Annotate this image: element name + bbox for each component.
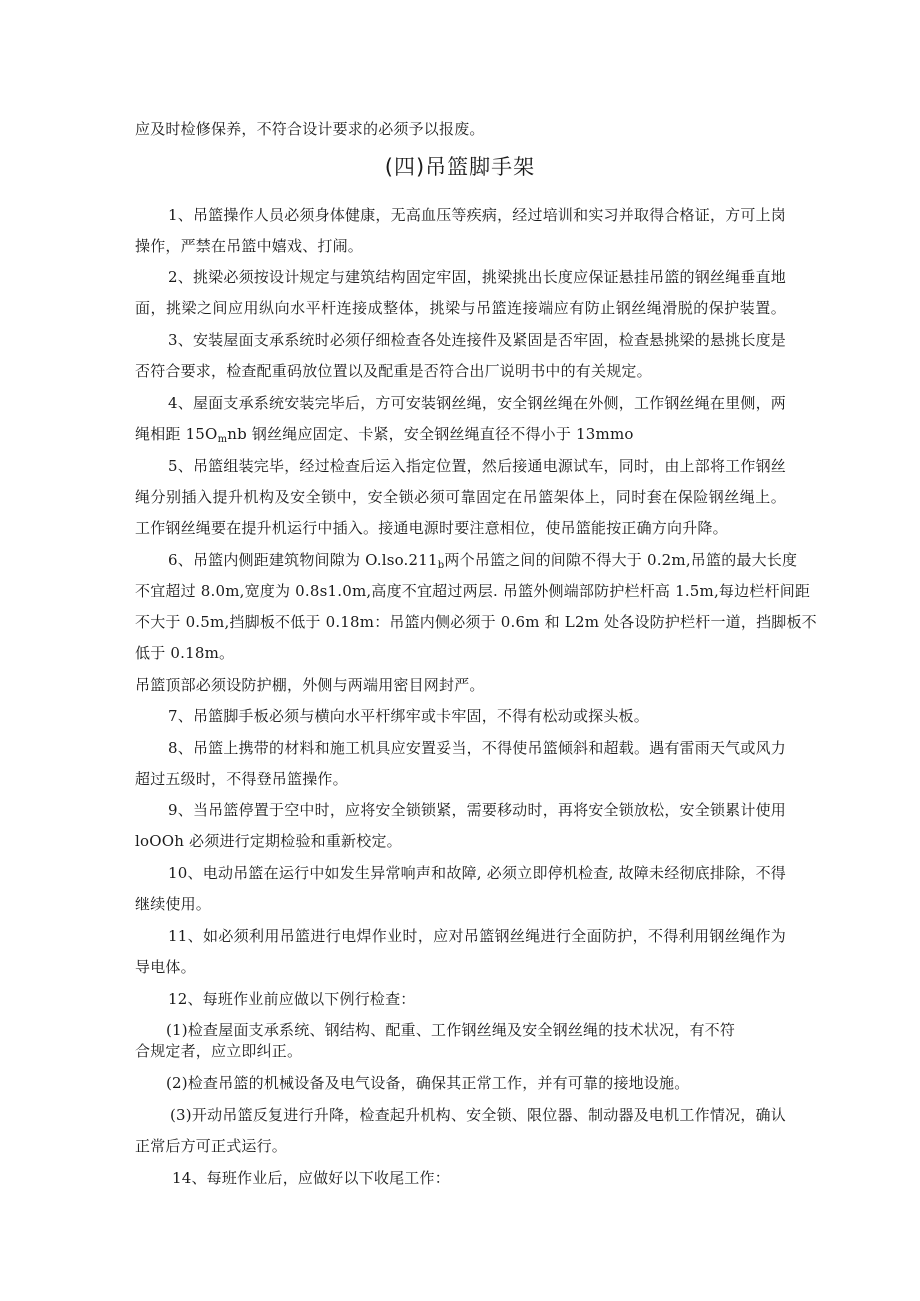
para-6-line-2: 不宜超过 8.0m,宽度为 0.8s1.0m,高度不宜超过两层. 吊篮外侧端部防护栏杆高 1.5m,每边栏杆间距 — [135, 582, 811, 600]
para-11-line-1: 11、如必须利用吊篮进行电焊作业时，应对吊篮钢丝绳进行全面防护，不得利用钢丝绳作为 — [168, 927, 786, 945]
para-4-line-2: 绳相距 $15O_mnb$ 钢丝绳应固定、卡紧，安全钢丝绳直径不得小于 13mmo — [135, 425, 634, 445]
para-11-line-2: 导电体。 — [135, 958, 196, 976]
para-14-line-1: 14、每班作业后，应做好以下收尾工作： — [172, 1169, 450, 1187]
check-1-line-1: (1)检查屋面支承系统、钢结构、配重、工作钢丝绳及安全钢丝绳的技术状况，有不符 — [166, 1021, 736, 1039]
para-1-line-1: 1、吊篮操作人员必须身体健康，无高血压等疾病，经过培训和实习并取得合格证，方可上岗 — [168, 206, 786, 224]
check-1-line-2: 合规定者，应立即纠正。 — [135, 1042, 303, 1060]
para-9-line-2: loOOh 必须进行定期检验和重新校定。 — [135, 832, 402, 850]
para-7-line-1: 7、吊篮脚手板必须与横向水平杆绑牢或卡牢固，不得有松动或探头板。 — [168, 707, 649, 725]
para-9-line-1: 9、当吊篮停置于空中时，应将安全锁锁紧，需要移动时，再将安全锁放松，安全锁累计使用 — [168, 801, 786, 819]
intro-line: 应及时检修保养，不符合设计要求的必须予以报废。 — [135, 120, 485, 138]
para-2-line-1: 2、挑梁必须按设计规定与建筑结构固定牢固，挑梁挑出长度应保证悬挂吊篮的钢丝绳垂直地 — [168, 268, 786, 286]
section-title: (四)吊篮脚手架 — [384, 155, 536, 179]
para-6-line-1: 6、吊篮内侧距建筑物间隙为 $O.lso.211_b$两个吊篮之间的间隙不得大于 0.2m,吊篮的最大长度 — [168, 551, 798, 571]
check-3-line-2: 正常后方可正式运行。 — [135, 1137, 288, 1155]
para-8-line-2: 超过五级时，不得登吊篮操作。 — [135, 770, 348, 788]
para-5-line-2: 绳分别插入提升机构及安全锁中，安全锁必须可靠固定在吊篮架体上，同时套在保险钢丝绳上。 — [135, 488, 786, 506]
para-6-line-5: 吊篮顶部必须设防护棚，外侧与两端用密目网封严。 — [135, 676, 485, 694]
check-3-line-1: (3)开动吊篮反复进行升降，检查起升机构、安全锁、限位器、制动器及电机工作情况，确认 — [170, 1106, 786, 1124]
para-8-line-1: 8、吊篮上携带的材料和施工机具应安置妥当，不得使吊篮倾斜和超载。遇有雷雨天气或风力 — [168, 739, 786, 757]
para-6-line-3: 不大于 0.5m,挡脚板不低于 0.18m：吊篮内侧必须于 0.6m 和 L2m 处各设防护栏杆一道，挡脚板不 — [135, 613, 817, 631]
para-3-line-2: 否符合要求，检查配重码放位置以及配重是否符合出厂说明书中的有关规定。 — [135, 362, 652, 380]
para-10-line-2: 继续使用。 — [135, 895, 212, 913]
para-1-line-2: 操作，严禁在吊篮中嬉戏、打闹。 — [135, 237, 364, 255]
para-2-line-2: 面，挑梁之间应用纵向水平杆连接成整体，挑梁与吊篮连接端应有防止钢丝绳滑脱的保护装置。 — [135, 299, 786, 317]
para-10-line-1: 10、电动吊篮在运行中如发生异常响声和故障, 必须立即停机检查, 故障未经彻底排除，不得 — [168, 864, 786, 882]
check-2-line-1: (2)检查吊篮的机械设备及电气设备，确保其正常工作，并有可靠的接地设施。 — [166, 1074, 690, 1092]
para-6-line-4: 低于 0.18m。 — [135, 644, 235, 662]
para-3-line-1: 3、安装屋面支承系统时必须仔细检查各处连接件及紧固是否牢固，检查悬挑梁的悬挑长度是 — [168, 331, 786, 349]
para-5-line-3: 工作钢丝绳要在提升机运行中插入。接通电源时要注意相位，使吊篮能按正确方向升降。 — [135, 519, 728, 537]
para-12-line-1: 12、每班作业前应做以下例行检查： — [168, 990, 416, 1008]
para-5-line-1: 5、吊篮组装完毕，经过检查后运入指定位置，然后接通电源试车，同时，由上部将工作钢丝 — [168, 457, 786, 475]
para-4-line-1: 4、屋面支承系统安装完毕后，方可安装钢丝绳，安全钢丝绳在外侧，工作钢丝绳在里侧，两 — [168, 394, 786, 412]
